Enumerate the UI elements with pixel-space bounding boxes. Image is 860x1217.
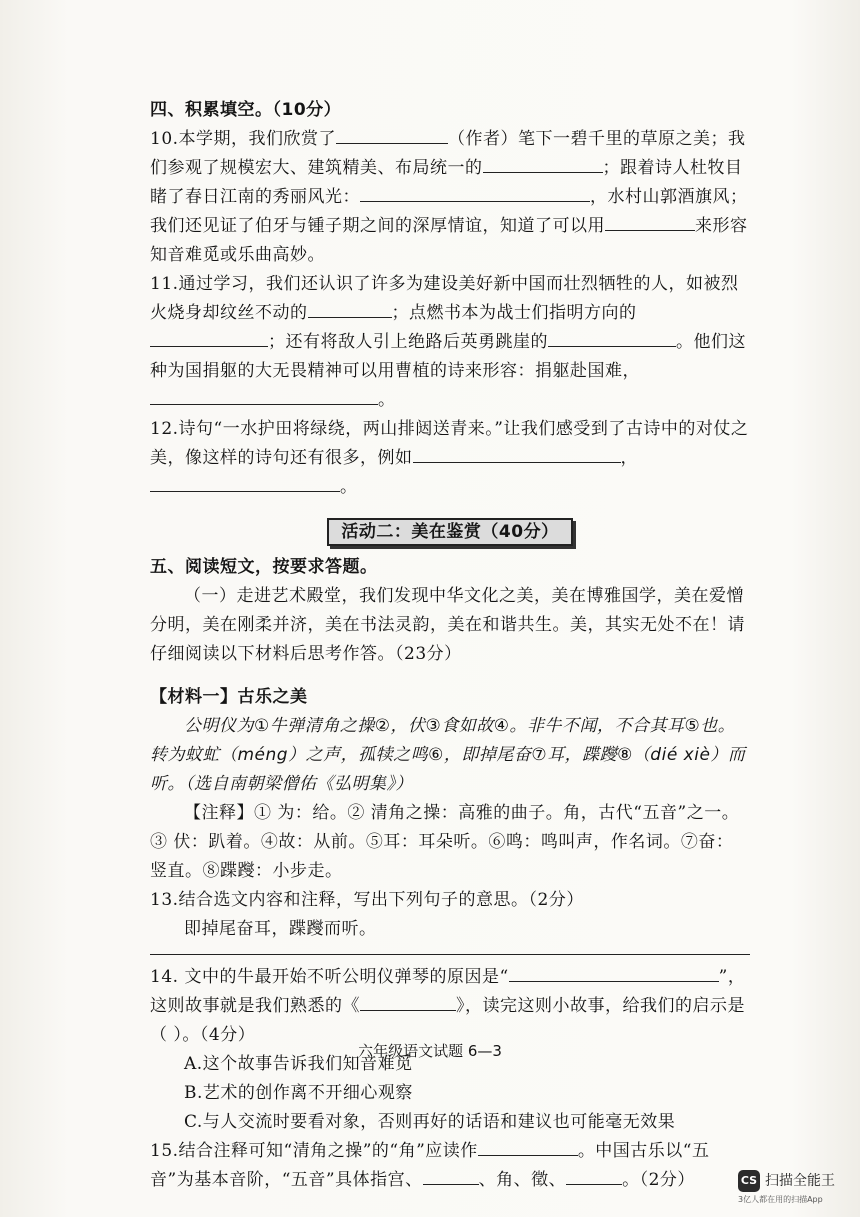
q10-text-a: 10.本学期，我们欣赏了 <box>150 129 337 149</box>
q14-text-c: 》，读完这则小故事，给我们的启示是（ ）。（4分） <box>150 996 745 1045</box>
material1-text: 公明仪为①牛弹清角之操②，伏③食如故④。非牛不闻，不合其耳⑤也。转为蚊虻（méng）之声，孤犊之鸣⑥，即掉尾奋⑦耳，蹀躞⑧（dié xiè）而听。（选自南朝梁僧佑《弘明集》） <box>150 716 746 794</box>
q14-text-a: 14. 文中的牛最开始不听公明仪弹琴的原因是“ <box>150 967 509 987</box>
watermark-tagline: 3亿人都在用的扫描App <box>738 1195 823 1204</box>
q11-text-a: 11.通过学习，我们还认识了许多为建设美好新中国而壮烈牺牲的人，如被烈火烧身却纹丝不动的 <box>150 274 739 323</box>
q10-text-d: ，水村山郭酒旗风；我们还见证了伯牙与锺子期之间的深厚情谊，知道了可以用 <box>150 187 748 236</box>
camscanner-logo-icon: CS <box>738 1170 760 1192</box>
q10-blank-4[interactable] <box>605 212 695 231</box>
exam-content <box>150 96 750 1195</box>
q11-blank-2[interactable] <box>150 328 268 347</box>
scanner-watermark <box>738 1168 850 1208</box>
q11-blank-3[interactable] <box>548 328 676 347</box>
q12-blank-1[interactable] <box>413 444 621 463</box>
activity-banner-wrap <box>150 518 750 547</box>
q10-text-b: （作者）笔下一碧千里的草原之美；我们参观了规模宏大、建筑精美、布局统一的 <box>150 129 746 178</box>
q13-answer-line[interactable] <box>150 944 750 955</box>
q11-blank-1[interactable] <box>308 299 392 318</box>
q11-blank-4[interactable] <box>150 386 378 405</box>
q14-blank-1[interactable] <box>509 963 719 982</box>
q12-text-c: 。 <box>340 477 358 497</box>
q13-sentence: 即掉尾奋耳，蹀躞而听。 <box>184 919 377 939</box>
q14-text-b: ”，这则故事就是我们熟悉的《 <box>150 967 746 1016</box>
material1-notes: 【注释】① 为：给。② 清角之操：高雅的曲子。角，古代“五音”之一。③ 伏：趴着。④故：从前。⑤耳：耳朵听。⑥鸣：鸣叫声，作名词。⑦奋：竖直。⑧蹀躞：小步走。 <box>150 803 740 881</box>
section4-title: 四、积累填空。（10分） <box>150 100 342 120</box>
q15-blank-1[interactable] <box>478 1137 578 1156</box>
question-12 <box>150 415 750 502</box>
question-15 <box>150 1137 750 1195</box>
q14-option-b[interactable]: B.艺术的创作离不开细心观察 <box>184 1083 413 1103</box>
q10-text-e: 来形容知音难觅或乐曲高妙。 <box>150 216 748 265</box>
question-14 <box>150 963 750 1050</box>
q15-blank-2[interactable] <box>423 1166 479 1185</box>
q12-blank-2[interactable] <box>150 473 340 492</box>
q15-text-d: 。（2分） <box>622 1170 695 1190</box>
q15-text-a: 15.结合注释可知“清角之操”的“角”应读作 <box>150 1141 478 1161</box>
section5-title: 五、阅读短文，按要求答题。 <box>150 557 378 577</box>
question-10 <box>150 125 750 270</box>
q12-text-b: ， <box>620 448 638 468</box>
q10-blank-2[interactable] <box>483 154 603 173</box>
question-13: 13.结合选文内容和注释，写出下列句子的意思。（2分） <box>150 890 584 910</box>
q11-text-e: 。 <box>378 390 396 410</box>
q11-text-d: 。他们这种为国捐躯的大无畏精神可以用曹植的诗来形容：捐躯赴国难， <box>150 332 746 381</box>
q14-option-c[interactable]: C.与人交流时要看对象，否则再好的话语和建议也可能毫无效果 <box>184 1112 676 1132</box>
q11-text-b: ；点燃书本为战士们指明方向的 <box>391 303 637 323</box>
q14-option-a[interactable]: A.这个故事告诉我们知音难觅 <box>184 1054 413 1074</box>
material1-title: 【材料一】古乐之美 <box>150 687 308 707</box>
q15-text-b: 。中国古乐以“五音”为基本音阶，“五音”具体指宫、 <box>150 1141 710 1190</box>
watermark-name: 扫描全能王 <box>765 1173 835 1189</box>
q14-blank-2[interactable] <box>360 992 456 1011</box>
section5-intro: （一）走进艺术殿堂，我们发现中华文化之美，美在博雅国学，美在爱憎分明，美在刚柔并济，美在书法灵韵，美在和谐共生。美，其实无处不在！请仔细阅读以下材料后思考作答。（23分） <box>150 586 745 664</box>
q10-text-c: ；跟着诗人杜牧目睹了春日江南的秀丽风光： <box>150 158 743 207</box>
q15-text-c: 、角、徵、 <box>478 1170 567 1190</box>
q10-blank-1[interactable] <box>336 125 448 144</box>
activity2-banner: 活动二：美在鉴赏（40分） <box>327 518 572 546</box>
question-11 <box>150 270 750 415</box>
q12-text-a: 12.诗句“一水护田将绿绕，两山排闼送青来。”让我们感受到了古诗中的对仗之美，像这样的诗句还有很多，例如 <box>150 419 749 468</box>
page-footer: 六年级语文试题 6—3 <box>358 1042 502 1060</box>
q11-text-c: ；还有将敌人引上绝路后英勇跳崖的 <box>268 332 548 352</box>
q10-blank-3[interactable] <box>360 183 590 202</box>
q15-blank-3[interactable] <box>566 1166 622 1185</box>
